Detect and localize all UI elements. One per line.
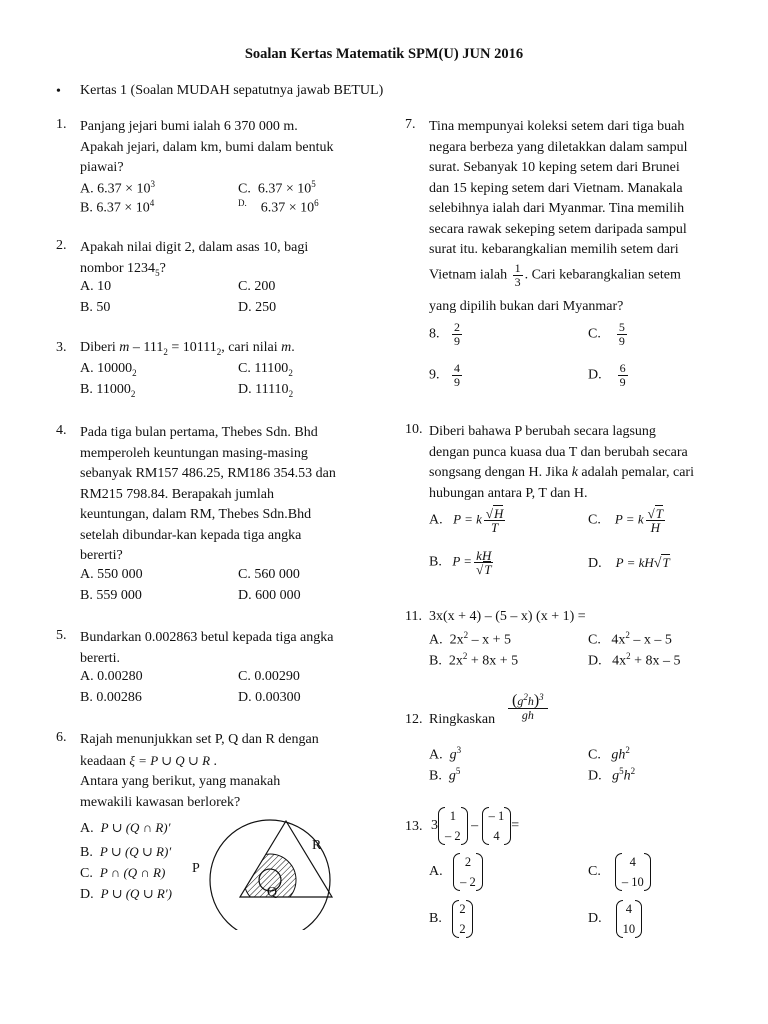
q4-option-c: C. 560 000 [238, 567, 300, 582]
fraction-denominator: gh [521, 708, 534, 722]
option-value: 6.37 × 10 [97, 181, 151, 197]
fraction-denominator: T [491, 520, 499, 535]
option-label: C. [238, 181, 251, 197]
q6-option-a [80, 820, 170, 837]
option-value: h [623, 768, 631, 784]
matrix-entry: 4 [625, 902, 632, 916]
option-label: C. [588, 326, 601, 342]
fraction-denominator: 9 [454, 334, 460, 348]
q7-line: Tina mempunyai koleksi setem dari tiga buah [429, 119, 685, 134]
q12-stem: Ringkaskan [429, 712, 496, 727]
q2-stem [80, 238, 308, 283]
option-label: A. [429, 512, 443, 528]
fraction-numerator: √H [485, 506, 504, 521]
option-label: C. [80, 866, 93, 881]
option-value: 6.37 × 10 [260, 200, 315, 216]
intro-text: Kertas 1 (Soalan MUDAH sepatutnya jawab BETUL) [80, 83, 384, 98]
q10-option-d: D. P = kH√T [588, 555, 670, 571]
venn-label-q: Q [267, 885, 278, 900]
q2-number: 2. [56, 238, 67, 253]
q5-option-b: B. 0.00286 [80, 690, 142, 705]
option-exponent: 5 [619, 766, 624, 776]
q3-text: – 111 [129, 340, 164, 355]
venn-label-r: R [312, 838, 322, 853]
q2-line: Apakah nilai digit 2, dalam asas 10, bagi [80, 240, 309, 255]
q4-stem [80, 423, 336, 567]
option-value: – x + 5 [468, 632, 512, 648]
q2-option-b: B. 50 [80, 300, 111, 315]
option-label: B. [429, 554, 442, 570]
option-label: D. [588, 911, 602, 927]
matrix-entry: – 2 [445, 829, 461, 843]
option-value: 4x [612, 653, 627, 669]
fraction-numerator: 4 [454, 361, 460, 375]
q3-text: . [291, 340, 295, 355]
q6-text: . [210, 753, 218, 769]
option-subscript: 2 [288, 388, 294, 399]
option-subscript: 2 [130, 388, 136, 399]
q4-number: 4. [56, 423, 67, 438]
option-label: D. [588, 768, 602, 784]
q13-expression [431, 806, 519, 846]
q4-line: Pada tiga bulan pertama, Thebes Sdn. Bhd [80, 425, 318, 440]
option-value: 2x [448, 653, 463, 669]
option-label: A. [429, 864, 443, 880]
option-value: g [612, 768, 620, 784]
q3-text: = 10111 [167, 340, 217, 355]
option-value: B. 11000 [80, 382, 131, 397]
radicand: T [484, 562, 492, 577]
venn-label-p: P [192, 861, 200, 876]
matrix-entry: – 10 [621, 875, 644, 889]
fraction-numerator: kH [474, 549, 493, 563]
option-label: 8. [429, 326, 440, 342]
q6-option-b [80, 844, 171, 861]
q7-line: secara rawak sekeping setem daripada sampul [429, 221, 687, 237]
q6-option-d [80, 886, 172, 903]
q13-operator: – [471, 818, 479, 834]
q3-option-d [238, 382, 293, 399]
q1-option-c [238, 179, 316, 198]
q7-line: negara berbeza yang diletakkan dalam sampul [429, 139, 688, 155]
q7-line-fraction [429, 262, 681, 289]
fraction-denominator: 9 [619, 375, 626, 389]
option-value: g [449, 747, 457, 763]
option-value: + 8x + 5 [467, 653, 519, 669]
option-lhs: P = [452, 553, 473, 569]
option-fraction [646, 507, 665, 534]
option-label: D. [588, 556, 602, 571]
fraction-numerator: √T [647, 506, 663, 521]
q10-line [429, 463, 694, 484]
q11-option-a [429, 630, 511, 649]
option-fraction [618, 362, 628, 389]
q10-option-b [429, 549, 495, 576]
option-value: P ∪ (Q ∪ R)′ [99, 844, 172, 859]
option-label: D. [238, 198, 247, 208]
option-exponent: 2 [625, 745, 630, 755]
q4-option-d: D. 600 000 [238, 588, 301, 603]
q7-text: . Cari kebarangkalian setem [524, 267, 681, 283]
q11-option-b [429, 651, 518, 670]
q1-line: piawai? [80, 160, 124, 175]
option-exponent: 3 [150, 179, 156, 189]
q13-option-b [429, 899, 473, 939]
option-label: A. [80, 821, 94, 836]
option-lhs: P = k [453, 511, 482, 527]
q2-base-subscript: 5 [155, 267, 160, 278]
q5-line: Bundarkan 0.002863 betul kepada tiga angka [80, 630, 334, 645]
q7-fraction [513, 262, 523, 289]
q12-option-b [429, 766, 460, 785]
q13-option-d [588, 899, 642, 939]
base: g [517, 694, 524, 708]
option-value: 6.37 × 10 [96, 200, 150, 216]
q13-option-c [588, 852, 651, 892]
option-exponent: 6 [314, 198, 319, 208]
q4-option-b: B. 559 000 [80, 588, 142, 603]
q3-option-c [238, 361, 293, 378]
q10-line: dengan punca kuasa dua T dan berubah secara [429, 444, 688, 460]
option-value: – x – 5 [629, 632, 672, 648]
q7-line: surat. Sebanyak 10 keping setem dari Brunei [429, 160, 680, 175]
option-value: P ∪ (Q ∪ R′) [100, 886, 172, 901]
option-label: B. [80, 200, 93, 216]
q11-option-d [588, 651, 681, 670]
q10-stem [429, 422, 694, 504]
q2-option-a: A. 10 [80, 279, 112, 294]
q4-option-a: A. 550 000 [80, 567, 143, 582]
venn-diagram [200, 815, 340, 930]
q10-number: 10. [405, 422, 423, 437]
q6-line: Rajah menunjukkan set P, Q dan R dengan [80, 732, 319, 747]
q10-option-a [429, 507, 507, 534]
q1-option-b [80, 198, 154, 217]
option-lhs: P = kH [615, 555, 654, 570]
option-value: P ∪ (Q ∩ R)′ [100, 820, 171, 835]
option-subscript: 2 [288, 367, 293, 378]
q12-option-c [588, 745, 630, 764]
option-label: C. [588, 632, 601, 648]
fraction-denominator: 3 [514, 275, 521, 289]
option-matrix [616, 899, 643, 939]
option-exponent: 2 [626, 651, 631, 661]
q13-option-a [429, 852, 483, 892]
q2-option-d: D. 250 [238, 300, 277, 315]
q3-number: 3. [56, 340, 67, 355]
option-fraction [484, 507, 506, 534]
fraction-denominator: H [650, 520, 660, 535]
option-label: D. [588, 653, 602, 669]
fraction-numerator: 6 [619, 361, 626, 375]
q7-option-c [588, 321, 629, 348]
q5-number: 5. [56, 628, 67, 643]
q7-line: selebihnya ialah dari Myanmar. Tina memilih [429, 201, 685, 216]
option-exponent: 3 [456, 745, 462, 755]
q5-line: bererti. [80, 650, 121, 666]
exponent: 2 [523, 692, 528, 702]
q1-option-d [238, 198, 319, 217]
fraction-numerator: 5 [618, 320, 625, 334]
q6-set-expression: ξ = P ∪ Q ∪ R [129, 752, 211, 768]
q7-text: Vietnam ialah [429, 267, 511, 283]
option-value: P ∩ (Q ∩ R) [99, 865, 166, 880]
q1-stem [80, 117, 333, 179]
fraction-denominator: 9 [618, 334, 625, 348]
q3-option-a [80, 361, 137, 378]
option-value: 6.37 × 10 [257, 181, 312, 197]
option-matrix [453, 852, 483, 892]
fraction-denominator: 9 [454, 375, 460, 389]
q4-line: keuntungan, dalam RM, Thebes Sdn.Bhd [80, 507, 312, 522]
q7-line: yang dipilih bukan dari Myanmar? [429, 299, 624, 314]
option-label: B. [80, 845, 93, 860]
matrix-entry: 2 [459, 902, 466, 916]
option-label: A. [429, 632, 443, 648]
option-value: 4x [611, 632, 626, 648]
q10-text: adalah pemalar, cari [577, 465, 694, 480]
q2-option-c: C. 200 [238, 279, 276, 294]
q2-text: ? [159, 260, 166, 276]
radicand: T [662, 555, 670, 570]
q13-number: 13. [405, 819, 423, 834]
matrix-entry: 2 [459, 922, 466, 936]
option-label: B. [429, 653, 442, 669]
option-value: g [448, 768, 456, 784]
q6-stem [80, 730, 319, 813]
option-fraction [474, 549, 493, 576]
q7-option-b [429, 362, 464, 389]
option-label: 9. [429, 367, 440, 383]
option-exponent: 2 [625, 630, 630, 640]
q3-text: , cari nilai [221, 340, 282, 355]
matrix-entry: – 1 [488, 809, 505, 823]
fraction-numerator: 1 [514, 261, 521, 275]
q6-option-c [80, 865, 165, 882]
option-value: + 8x – 5 [630, 653, 681, 669]
q6-line [80, 751, 319, 773]
q4-line: bererti? [80, 548, 123, 563]
option-fraction [617, 321, 627, 348]
option-lhs: P = k [614, 511, 644, 527]
q5-option-c: C. 0.00290 [238, 669, 300, 684]
q11-number: 11. [405, 609, 422, 624]
q1-line: Panjang jejari bumi ialah 6 370 000 m. [80, 119, 298, 134]
q12-number: 12. [405, 712, 423, 727]
q4-line: memperoleh keuntungan masing-masing [80, 445, 308, 461]
q7-stem [429, 117, 688, 261]
q10-line: Diberi bahawa P berubah secara lagsung [429, 424, 656, 439]
option-value: D. 11110 [238, 382, 289, 397]
q12-fraction [508, 691, 548, 722]
q7-line: dan 15 keping setem dari Vietnam. Manakala [429, 180, 683, 196]
option-value: A. 10000 [80, 361, 133, 376]
option-label: C. [588, 747, 601, 763]
q4-line: setelah dibundar-kan kepada tiga angka [80, 527, 302, 543]
matrix-entry: 1 [449, 809, 456, 823]
option-exponent: 4 [149, 198, 155, 208]
exponent: 3 [539, 692, 544, 702]
q7-number: 7. [405, 117, 416, 132]
q7-option-d [588, 362, 630, 389]
q3-variable: m [119, 340, 130, 355]
q4-line: sebanyak RM157 486.25, RM186 354.53 dan [80, 466, 336, 481]
q5-stem [80, 628, 333, 669]
base: h [527, 694, 534, 708]
page-title: Soalan Kertas Matematik SPM(U) JUN 2016 [244, 46, 524, 62]
matrix-entry: 10 [622, 922, 636, 936]
q3-text: Diberi [80, 340, 120, 355]
option-subscript: 2 [132, 367, 137, 378]
q10-option-c [588, 507, 667, 534]
matrix-entry: 2 [464, 855, 472, 869]
q11-stem: 3x(x + 4) – (5 – x) (x + 1) = [429, 609, 586, 624]
q13-operator: = [511, 818, 520, 834]
radicand: T [655, 506, 663, 521]
fraction-numerator: 2 [454, 320, 460, 334]
q3-stem [80, 340, 295, 357]
option-exponent: 2 [630, 766, 636, 776]
option-label: D. [588, 367, 602, 383]
option-exponent: 2 [463, 630, 469, 640]
q2-text: nombor 1234 [80, 260, 156, 276]
q3-option-b [80, 382, 135, 399]
fraction-denominator: √T [476, 562, 492, 577]
option-value: 2x [449, 632, 464, 648]
option-label: B. [429, 768, 442, 784]
q1-number: 1. [56, 117, 67, 132]
option-value: C. 11100 [238, 361, 289, 376]
q10-line: hubungan antara P, T dan H. [429, 485, 588, 501]
q6-text: keadaan [80, 753, 130, 769]
option-matrix [452, 899, 472, 939]
option-label: C. [588, 864, 601, 880]
q10-text: songsang dengan H. Jika [429, 465, 572, 480]
matrix-entry: – 2 [460, 875, 476, 889]
option-label: A. [80, 181, 94, 197]
matrix-entry: 4 [629, 855, 636, 869]
option-exponent: 5 [455, 766, 461, 776]
q1-option-a [80, 179, 155, 198]
option-fraction [452, 362, 462, 389]
q3-subscript: 2 [216, 346, 222, 357]
q12-expression [506, 691, 550, 722]
q12-option-a [429, 745, 461, 764]
q7-line: surat itu. kebarangkalian memilih setem dari [429, 242, 679, 257]
q5-option-a: A. 0.00280 [80, 669, 143, 684]
q11-option-c [588, 630, 672, 649]
option-label: C. [588, 512, 601, 528]
q3-variable: m [281, 340, 292, 355]
option-label: B. [429, 911, 442, 927]
option-fraction [452, 321, 462, 348]
q3-subscript: 2 [163, 346, 168, 357]
option-exponent: 2 [462, 651, 468, 661]
q5-option-d: D. 0.00300 [238, 690, 301, 705]
fraction-numerator: $(g^2h)^3$ [508, 691, 548, 709]
matrix-entry: 4 [493, 829, 500, 843]
bullet-icon: • [56, 84, 61, 99]
q4-line: RM215 798.84. Berapakah jumlah [80, 486, 275, 502]
q10-variable: k [571, 465, 578, 480]
option-matrix [615, 852, 651, 892]
option-label: D. [80, 887, 94, 902]
option-label: A. [429, 747, 443, 763]
q12-option-d [588, 766, 635, 785]
option-exponent: 5 [311, 179, 316, 189]
option-value: gh [611, 747, 626, 763]
q13-matrix-2 [482, 806, 512, 846]
q7-option-a [429, 321, 464, 348]
q13-matrix-1 [438, 806, 468, 846]
q1-line: Apakah jejari, dalam km, bumi dalam bentuk [80, 139, 334, 155]
q6-line: Antara yang berikut, yang manakah [80, 774, 281, 789]
radicand: H [494, 506, 504, 521]
q6-number: 6. [56, 730, 67, 745]
q13-coefficient: 3 [431, 818, 438, 834]
q6-line: mewakili kawasan berlorek? [80, 794, 241, 810]
